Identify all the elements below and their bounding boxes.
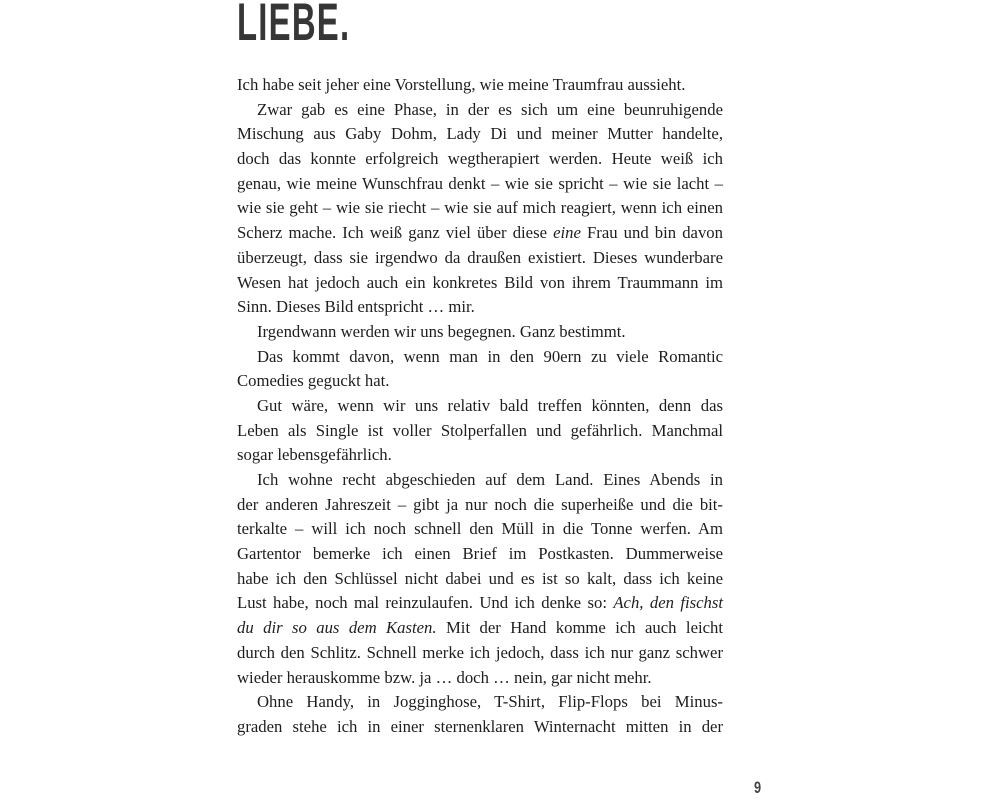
body-text-line: terkalte – will ich noch schnell den Müll in die Tonne werfen. Am (237, 519, 723, 539)
body-text-line: Ohne Handy, in Jogginghose, T-Shirt, Flip-Flops bei Minus- (257, 692, 723, 712)
emphasis-text: eine (553, 223, 581, 243)
body-text-line: Das kommt davon, wenn man in den 90ern zu viele Romantic (257, 346, 723, 366)
text-segment: Scherz mache. Ich weiß ganz viel über diese (237, 223, 554, 243)
body-text-line: genau, wie meine Wunschfrau denkt – wie sie spricht – wie sie lacht – (237, 173, 723, 193)
body-text-line: der anderen Jahreszeit – gibt ja nur noch die superheiße und die bit- (237, 494, 723, 514)
body-text-line: Gut wäre, wenn wir uns relativ bald treffen könnten, denn das (257, 395, 723, 415)
body-text-line: habe ich den Schlüssel nicht dabei und es ist so kalt, dass ich keine (237, 568, 723, 588)
body-text-line: Wesen hat jedoch auch ein konkretes Bild von ihrem Traummann im (237, 272, 723, 292)
body-text-line: wie sie geht – wie sie riecht – wie sie auf mich reagiert, wenn ich einen (237, 198, 723, 218)
text-segment: Frau und bin davon (580, 223, 723, 243)
body-text-line: Irgendwann werden wir uns begegnen. Ganz bestimmt. (257, 321, 626, 341)
body-text (237, 73, 723, 740)
body-text-line: Leben als Single ist voller Stolperfallen und gefährlich. Manchmal (237, 420, 723, 440)
body-text-line: doch das konnte erfolgreich wegtherapiert werden. Heute weiß ich (237, 149, 723, 169)
body-text-line: Sinn. Dieses Bild entspricht … mir. (237, 297, 475, 317)
body-text-line (237, 591, 723, 616)
text-segment: Mit der Hand komme ich auch leicht (436, 618, 723, 638)
body-text-line: überzeugt, dass sie irgendwo da draußen existiert. Dieses wunderbare (237, 247, 723, 267)
text-segment: Lust habe, noch mal reinzulaufen. Und ich denke so: (237, 593, 614, 613)
body-text-line: graden stehe ich in einer sternenklaren Winternacht mitten in der (237, 716, 723, 736)
body-text-line: sogar lebensgefährlich. (237, 445, 392, 465)
page-number: 9 (754, 778, 762, 797)
body-text-line (237, 221, 723, 246)
body-text-line: wieder herauskomme bzw. ja … doch … nein, gar nicht mehr. (237, 667, 652, 687)
body-text-line: Mischung aus Gaby Dohm, Lady Di und meiner Mutter handelte, (237, 124, 723, 144)
emphasis-text: du dir so aus dem Kasten. (237, 618, 437, 638)
body-text-line: Gartentor bemerke ich einen Brief im Postkasten. Dummerweise (237, 544, 723, 564)
body-text-line (237, 616, 723, 641)
body-text-line: Zwar gab es eine Phase, in der es sich um eine beunruhigende (257, 99, 723, 119)
emphasis-text: Ach, den fischst (613, 593, 724, 613)
chapter-title: LIEBE. (237, 0, 351, 52)
body-text-line: Ich wohne recht abgeschieden auf dem Land. Eines Abends in (257, 470, 723, 489)
body-text-line: Comedies geguckt hat. (237, 371, 390, 391)
body-text-line: Ich habe seit jeher eine Vorstellung, wie meine Traumfrau aussieht. (237, 75, 686, 94)
body-text-line: durch den Schlitz. Schnell merke ich jedoch, dass ich nur ganz schwer (237, 642, 723, 662)
